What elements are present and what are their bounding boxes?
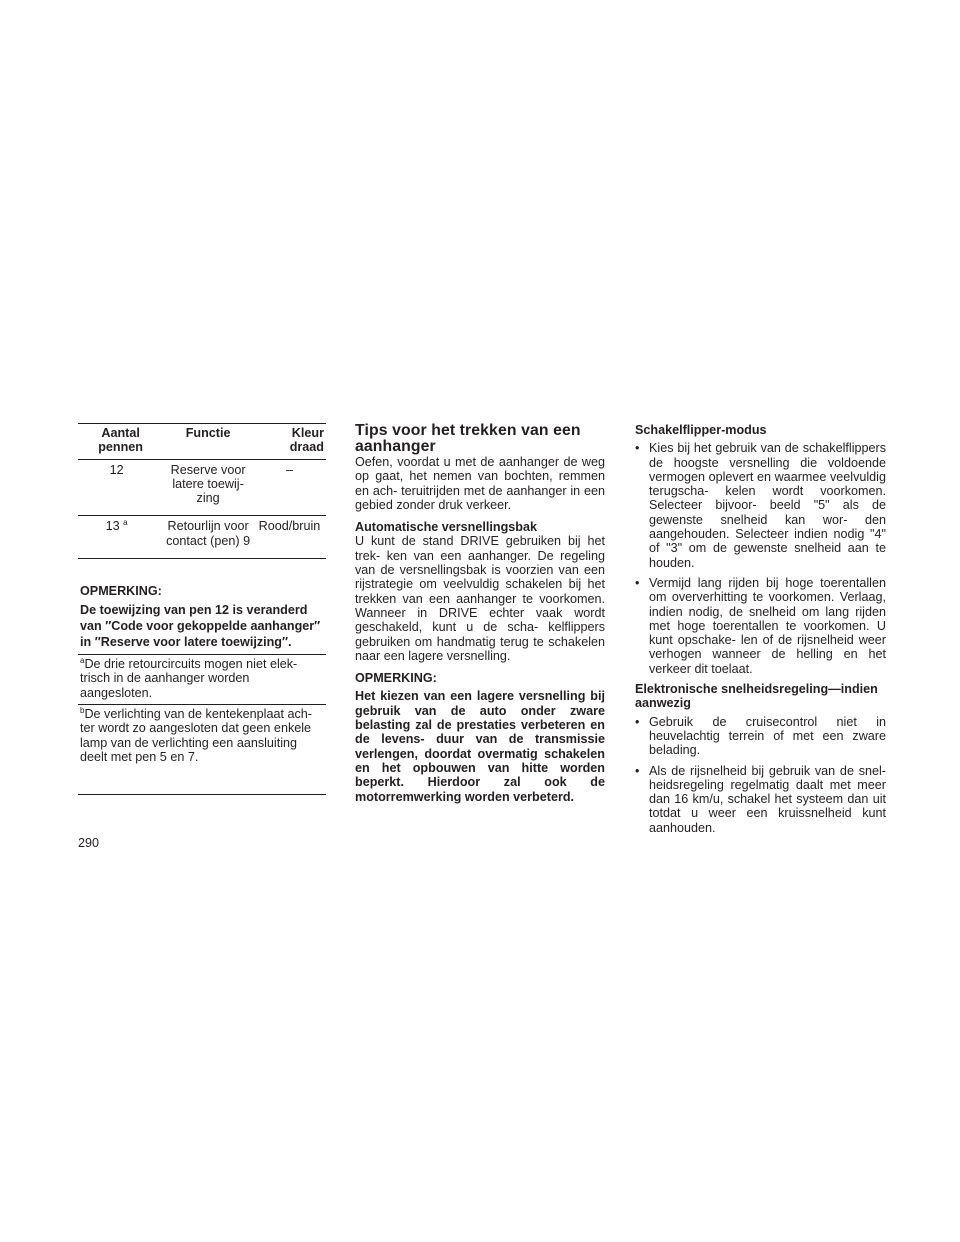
header-functie: Functie	[163, 424, 253, 460]
footnote-ref: a	[123, 518, 128, 528]
bullet: •	[635, 714, 640, 729]
section-title: Tips voor het trekken van een aanhanger	[355, 422, 581, 455]
note-heading: OPMERKING:	[355, 671, 437, 686]
footnote-row	[78, 704, 326, 794]
footnote-b	[78, 704, 326, 794]
intro-paragraph: Oefen, voordat u met de aanhanger de weg op gaat, het nemen van bochten, remmen en ach- teruitrijden met de aanhanger in een gebied zonder druk verkeer.	[355, 455, 605, 512]
flipper-mode-heading: Schakelflipper-modus	[635, 423, 767, 437]
header-kleur-draad: Kleur draad	[253, 424, 326, 460]
automatic-transmission-heading: Automatische versnellingsbak	[355, 520, 537, 535]
flipper-mode-list	[635, 441, 886, 676]
footnote-a	[78, 655, 326, 705]
note-heading: OPMERKING:	[80, 584, 162, 599]
pin-function: Retourlijn voor contact (pen) 9	[163, 516, 253, 559]
pin-number: 13 $^a$	[78, 516, 163, 559]
towing-tips-column	[355, 423, 605, 804]
cruise-control-list	[635, 715, 886, 835]
note-paragraph: Het kiezen van een lagere versnelling bij gebruik van de auto onder zware belasting zal de prestaties verbeteren en de levens- duur van de transmissie verlengen, doordat overmatig schakelen en het opbouwen van hitte worden beperkt. Hierdoor zal ook de motorremwerking worden verbeterd.	[355, 689, 605, 804]
list-item: • Vermijd lang rijden bij hoge toerentallen om oververhitting te voorkomen. Verlaag, indien nodig, de snelheid om lang rijden met hoge toerentallen te voorkomen. U kunt opschake- len of de rijsnelheid weer verhogen wanneer de helling en het verkeer dit toelaat.	[635, 575, 886, 676]
wire-color: –	[253, 459, 326, 516]
automatic-transmission-paragraph: U kunt de stand DRIVE gebruiken bij het trek- ken van een aanhanger. De regeling van de versnellingsbak is voorzien van een rijstrategie om veelvuldig schakelen bij het trekken van een aanhanger te voorkomen. Wanneer in DRIVE echter vaak wordt geschakeld, kunt u de scha- kelflippers gebruiken om handmatig terug te schakelen naar een lagere versnelling.	[355, 534, 605, 663]
list-item: • Als de rijsnelheid bij gebruik van de snel- heidsregeling regelmatig daalt met meer dan 16 km/u, schakel het systeem dan uit totdat u weer een kruissnelheid kunt aanhouden.	[635, 763, 886, 835]
table-row	[78, 459, 326, 516]
list-item: • Kies bij het gebruik van de schakelflippers de hoogste versnelling die voldoende vermogen oplevert en waarmee veelvuldig terugscha- kelen wordt voorkomen. Selecteer bijvoor- beeld "5" als de gewenste snelheid kan wor- den aangehouden. Selecteer indien nodig "4" of "3" om de gewenste snelheid aan te houden.	[635, 441, 886, 570]
page-number: 290	[78, 836, 100, 850]
pin-table-column	[78, 423, 326, 795]
table-note-row	[78, 559, 326, 655]
table-header-row	[78, 424, 326, 460]
bullet: •	[635, 575, 640, 590]
footnote-text: De drie retourcircuits mogen niet elek- trisch in de aanhanger worden aangesloten.	[80, 657, 298, 700]
table-row	[78, 516, 326, 559]
footnote-mark: a	[80, 655, 85, 665]
footnote-text: De verlichting van de kentekenplaat ach- ter wordt zo aangesloten dat geen enkele lamp van de verlichting een aansluiting deelt met pen 5 en 7.	[80, 706, 312, 764]
list-item: • Gebruik de cruisecontrol niet in heuvelachtig terrein of met een zware belading.	[635, 714, 886, 758]
note-body: De toewijzing van pen 12 is veranderd van ″Code voor gekoppelde aanhanger″ in ″Reserve voor latere toewijzing″.	[80, 603, 321, 650]
pin-function: Reserve voor latere toewij- zing	[163, 459, 253, 516]
wire-color: Rood/bruin	[253, 516, 326, 559]
footnote-row	[78, 655, 326, 705]
bullet: •	[635, 441, 640, 456]
bullet: •	[635, 763, 640, 778]
driving-mode-column	[635, 423, 886, 841]
header-aantal-pennen: Aantal pennen	[78, 424, 163, 460]
pin-number: 12	[78, 459, 163, 516]
table-note	[78, 559, 326, 655]
pin-table	[78, 423, 326, 795]
cruise-control-heading: Elektronische snelheidsregeling—indien aanwezig	[635, 682, 878, 711]
footnote-mark: b	[80, 705, 85, 715]
